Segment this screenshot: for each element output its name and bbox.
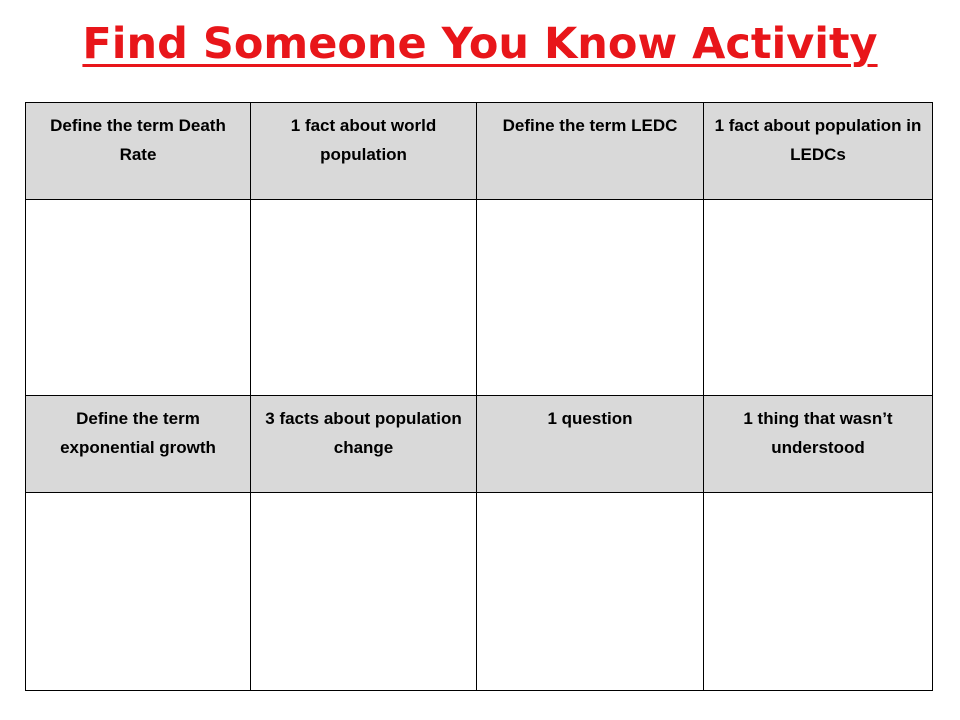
prompt-cell-ledc: Define the term LEDC: [477, 103, 704, 200]
answer-row-2: [26, 493, 933, 691]
prompt-cell-population-change: 3 facts about population change: [251, 396, 477, 493]
answer-row-1: [26, 200, 933, 396]
prompt-row-2: [26, 396, 933, 493]
answer-cell-population-change[interactable]: [251, 493, 477, 691]
answer-cell-exponential-growth[interactable]: [26, 493, 251, 691]
prompt-cell-question: 1 question: [477, 396, 704, 493]
page-title-text: Find Someone You Know Activity: [82, 19, 878, 69]
answer-cell-population-ledcs[interactable]: [704, 200, 933, 396]
prompt-cell-exponential-growth: Define the term exponential growth: [26, 396, 251, 493]
answer-cell-death-rate[interactable]: [26, 200, 251, 396]
prompt-cell-death-rate: Define the term Death Rate: [26, 103, 251, 200]
activity-grid: [25, 102, 933, 691]
answer-cell-ledc[interactable]: [477, 200, 704, 396]
prompt-cell-not-understood: 1 thing that wasn’t understood: [704, 396, 933, 493]
answer-cell-not-understood[interactable]: [704, 493, 933, 691]
answer-cell-world-population[interactable]: [251, 200, 477, 396]
answer-cell-question[interactable]: [477, 493, 704, 691]
prompt-row-1: [26, 103, 933, 200]
prompt-cell-population-ledcs: 1 fact about population in LEDCs: [704, 103, 933, 200]
prompt-cell-world-population: 1 fact about world population: [251, 103, 477, 200]
page-title: [0, 16, 960, 72]
